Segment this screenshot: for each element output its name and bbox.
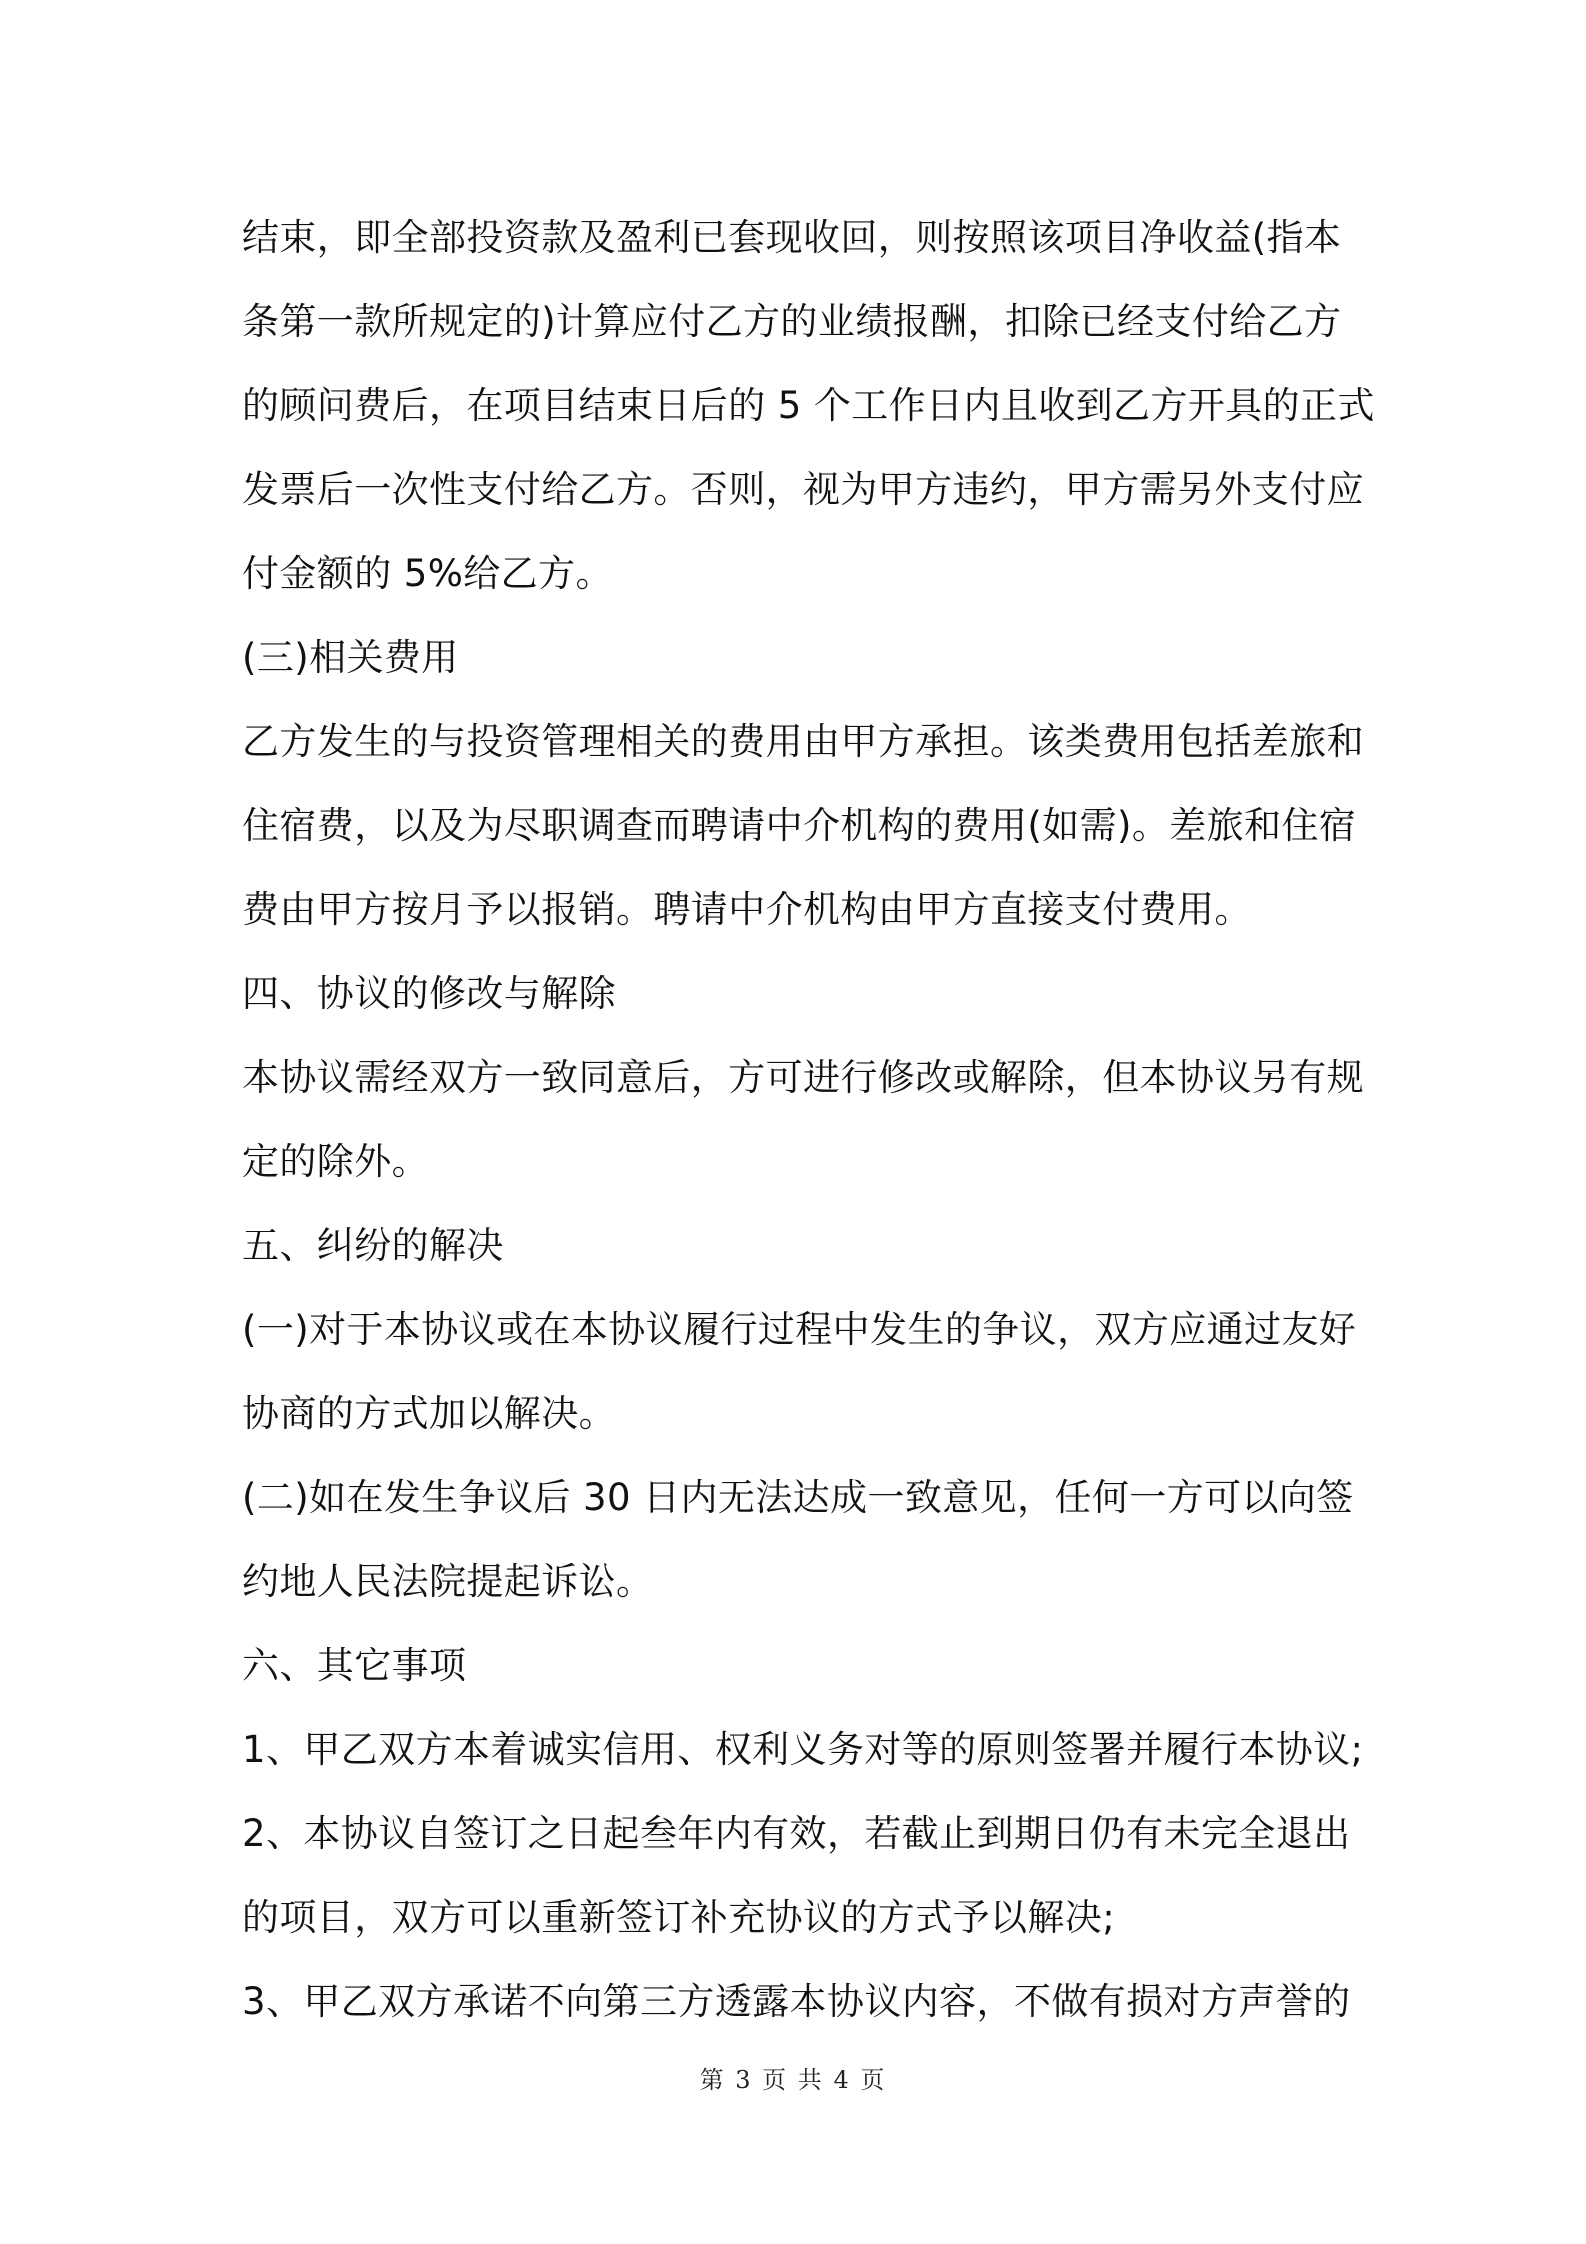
page-number-footer: 第 3 页 共 4 页 (699, 2066, 887, 2094)
body-line: (二)如在发生争议后 30 日内无法达成一致意见，任何一方可以向签 (242, 1476, 1354, 1519)
body-line: 结束，即全部投资款及盈利已套现收回，则按照该项目净收益(指本 (242, 216, 1342, 259)
body-line: 乙方发生的与投资管理相关的费用由甲方承担。该类费用包括差旅和 (242, 720, 1364, 763)
body-line: 住宿费，以及为尽职调查而聘请中介机构的费用(如需)。差旅和住宿 (242, 804, 1357, 847)
body-line: 费由甲方按月予以报销。聘请中介机构由甲方直接支付费用。 (242, 888, 1252, 931)
section-heading-other: 六、其它事项 (242, 1644, 467, 1687)
body-line: 发票后一次性支付给乙方。否则，视为甲方违约，甲方需另外支付应 (242, 468, 1364, 511)
body-line: (一)对于本协议或在本协议履行过程中发生的争议，双方应通过友好 (242, 1308, 1357, 1351)
body-line: 约地人民法院提起诉讼。 (242, 1560, 654, 1603)
section-heading-fees: (三)相关费用 (242, 636, 459, 679)
body-line: 1、甲乙双方本着诚实信用、权利义务对等的原则签署并履行本协议; (242, 1728, 1364, 1771)
body-line: 3、甲乙双方承诺不向第三方透露本协议内容，不做有损对方声誉的 (242, 1980, 1351, 2023)
body-line: 条第一款所规定的)计算应付乙方的业绩报酬，扣除已经支付给乙方 (242, 300, 1342, 343)
body-line: 协商的方式加以解决。 (242, 1392, 616, 1435)
body-line: 定的除外。 (242, 1140, 429, 1183)
body-line: 的项目，双方可以重新签订补充协议的方式予以解决; (242, 1896, 1116, 1939)
body-line: 本协议需经双方一致同意后，方可进行修改或解除，但本协议另有规 (242, 1056, 1364, 1099)
section-heading-disputes: 五、纠纷的解决 (242, 1224, 504, 1267)
body-line: 付金额的 5%给乙方。 (242, 552, 613, 595)
document-body (242, 196, 1375, 2044)
body-line: 2、本协议自签订之日起叁年内有效，若截止到期日仍有未完全退出 (242, 1812, 1351, 1855)
section-heading-amendment: 四、协议的修改与解除 (242, 972, 616, 1015)
body-line: 的顾问费后，在项目结束日后的 5 个工作日内且收到乙方开具的正式 (242, 384, 1375, 427)
